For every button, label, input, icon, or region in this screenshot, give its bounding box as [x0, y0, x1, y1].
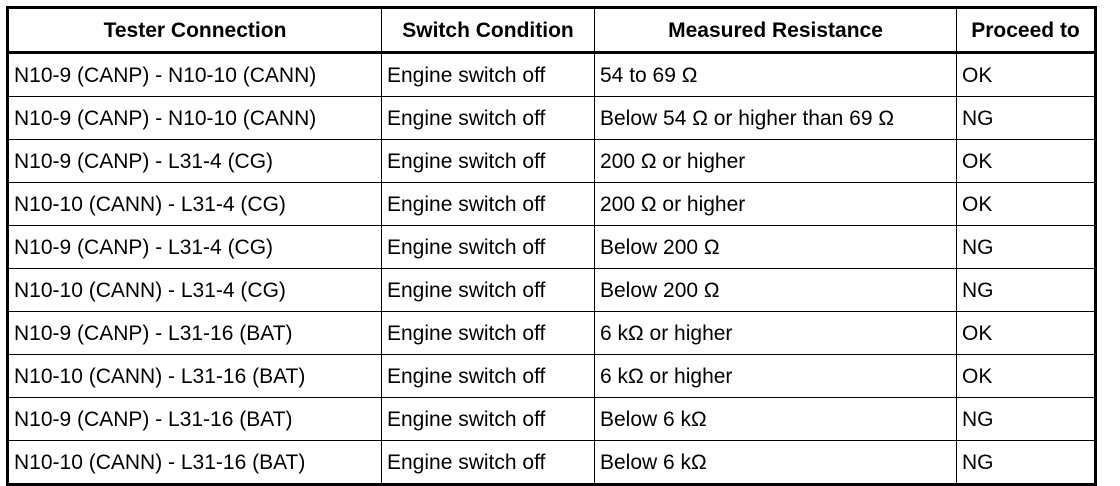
switch-condition-cell: Engine switch off: [382, 312, 595, 355]
measured-resistance-cell: Below 54 Ω or higher than 69 Ω: [595, 97, 957, 140]
table-row: [8, 355, 1096, 398]
switch-condition-cell: Engine switch off: [382, 97, 595, 140]
table-row: [8, 269, 1096, 312]
proceed-to-cell: OK: [957, 183, 1096, 226]
measured-resistance-cell: Below 6 kΩ: [595, 398, 957, 441]
measured-resistance-cell: Below 6 kΩ: [595, 441, 957, 485]
table-header-row: [8, 8, 1096, 53]
switch-condition-cell: Engine switch off: [382, 441, 595, 485]
measured-resistance-cell: 200 Ω or higher: [595, 183, 957, 226]
proceed-to-cell: NG: [957, 269, 1096, 312]
tester-connection-cell: N10-9 (CANP) - L31-4 (CG): [8, 140, 382, 183]
table-row: [8, 441, 1096, 485]
tester-connection-cell: N10-9 (CANP) - L31-16 (BAT): [8, 398, 382, 441]
switch-condition-cell: Engine switch off: [382, 269, 595, 312]
proceed-to-cell: OK: [957, 53, 1096, 97]
measured-resistance-cell: 6 kΩ or higher: [595, 312, 957, 355]
proceed-to-cell: NG: [957, 398, 1096, 441]
tester-connection-cell: N10-9 (CANP) - L31-4 (CG): [8, 226, 382, 269]
tester-connection-cell: N10-9 (CANP) - L31-16 (BAT): [8, 312, 382, 355]
header-tester-connection: Tester Connection: [8, 8, 382, 53]
table-row: [8, 226, 1096, 269]
table-row: [8, 53, 1096, 97]
switch-condition-cell: Engine switch off: [382, 53, 595, 97]
resistance-spec-table: [6, 6, 1097, 486]
proceed-to-cell: NG: [957, 226, 1096, 269]
header-measured-resistance: Measured Resistance: [595, 8, 957, 53]
proceed-to-cell: NG: [957, 441, 1096, 485]
measured-resistance-cell: 200 Ω or higher: [595, 140, 957, 183]
measured-resistance-cell: Below 200 Ω: [595, 226, 957, 269]
switch-condition-cell: Engine switch off: [382, 355, 595, 398]
measured-resistance-cell: 6 kΩ or higher: [595, 355, 957, 398]
switch-condition-cell: Engine switch off: [382, 140, 595, 183]
measured-resistance-cell: Below 200 Ω: [595, 269, 957, 312]
table-row: [8, 183, 1096, 226]
proceed-to-cell: OK: [957, 140, 1096, 183]
tester-connection-cell: N10-10 (CANN) - L31-4 (CG): [8, 269, 382, 312]
table-row: [8, 140, 1096, 183]
tester-connection-cell: N10-10 (CANN) - L31-16 (BAT): [8, 355, 382, 398]
table-row: [8, 97, 1096, 140]
proceed-to-cell: NG: [957, 97, 1096, 140]
table-row: [8, 312, 1096, 355]
proceed-to-cell: OK: [957, 355, 1096, 398]
header-switch-condition: Switch Condition: [382, 8, 595, 53]
switch-condition-cell: Engine switch off: [382, 183, 595, 226]
table-row: [8, 398, 1096, 441]
tester-connection-cell: N10-9 (CANP) - N10-10 (CANN): [8, 97, 382, 140]
measured-resistance-cell: 54 to 69 Ω: [595, 53, 957, 97]
switch-condition-cell: Engine switch off: [382, 398, 595, 441]
tester-connection-cell: N10-10 (CANN) - L31-4 (CG): [8, 183, 382, 226]
proceed-to-cell: OK: [957, 312, 1096, 355]
tester-connection-cell: N10-10 (CANN) - L31-16 (BAT): [8, 441, 382, 485]
header-proceed-to: Proceed to: [957, 8, 1096, 53]
switch-condition-cell: Engine switch off: [382, 226, 595, 269]
tester-connection-cell: N10-9 (CANP) - N10-10 (CANN): [8, 53, 382, 97]
